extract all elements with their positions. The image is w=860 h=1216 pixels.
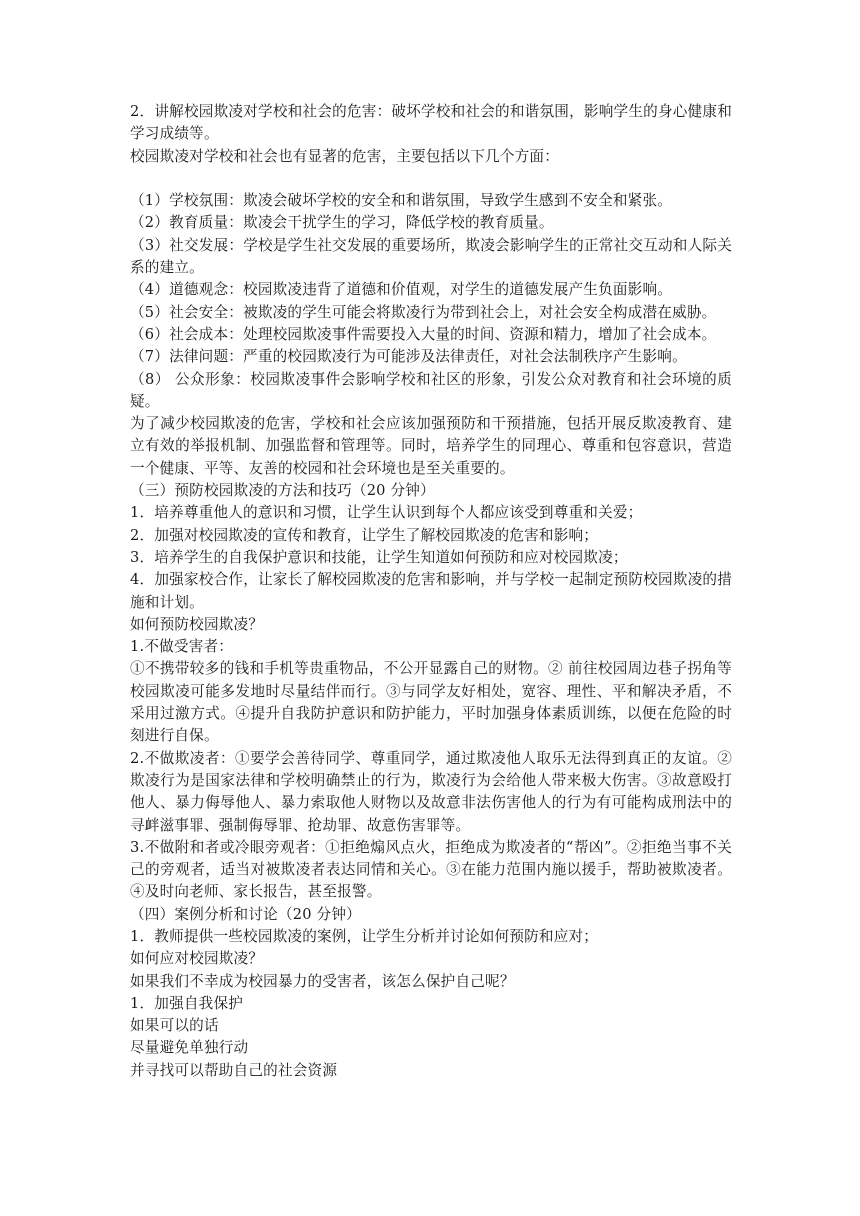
- not-victim-details: ①不携带较多的钱和手机等贵重物品，不公开显露自己的财物。② 前往校园周边巷子拐角等校园欺凌可能多发地时尽量结伴而行。③与同学友好相处，宽容、理性、平和解决矛盾，不采用过激方式。④提升自我防护意识和防护能力，平时加强身体素质训练，以便在危险的时刻进行自保。: [130, 660, 732, 745]
- harm-item-7: （7）法律问题：严重的校园欺凌行为可能涉及法律责任，对社会法制秩序产生影响。: [130, 348, 687, 366]
- harms-conclusion: 为了减少校园欺凌的危害，学校和社会应该加强预防和干预措施，包括开展反欺凌教育、建立有效的举报机制、加强监督和管理等。同时，培养学生的同理心、尊重和包容意识，营造一个健康、平等、友善的校园和社会环境也是至关重要的。: [130, 415, 732, 477]
- method-item-3: 3．培养学生的自我保护意识和技能，让学生知道如何预防和应对校园欺凌；: [130, 548, 628, 566]
- response-question: 如何应对校园欺凌？: [130, 950, 264, 968]
- not-bully-paragraph: 2.不做欺凌者：①要学会善待同学、尊重同学，通过欺凌他人取乐无法得到真正的友谊。②欺凌行为是国家法律和学校明确禁止的行为，欺凌行为会给他人带来极大伤害。③故意殴打他人、暴力侮辱他人、暴力索取他人财物以及故意非法伤害他人的行为有可能构成刑法中的寻衅滋事罪、强制侮辱罪、抢劫罪、故意伤害罪等。: [130, 749, 732, 834]
- harm-item-4: （4）道德观念：校园欺凌违背了道德和价值观，对学生的道德发展产生负面影响。: [130, 281, 673, 299]
- harm-item-6: （6）社会成本：处理校园欺凌事件需要投入大量的时间、资源和精力，增加了社会成本。: [130, 325, 717, 343]
- blank-line: [130, 168, 732, 190]
- section-2-heading: 2．讲解校园欺凌对学校和社会的危害：破坏学校和社会的和谐氛围，影响学生的身心健康和学习成绩等。: [130, 103, 732, 143]
- method-item-4: 4．加强家校合作，让家长了解校园欺凌的危害和影响，并与学校一起制定预防校园欺凌的措施和计划。: [130, 571, 732, 611]
- document-page: [130, 101, 732, 1082]
- self-protection-heading: 1．加强自我保护: [130, 994, 244, 1012]
- not-victim-heading: 1.不做受害者：: [130, 638, 234, 656]
- section-3-heading: （三）预防校园欺凌的方法和技巧（20 分钟）: [130, 482, 435, 500]
- self-protection-line-3: 并寻找可以帮助自己的社会资源: [130, 1061, 338, 1079]
- method-item-1: 1．培养尊重他人的意识和习惯，让学生认识到每个人都应该受到尊重和关爱；: [130, 504, 643, 522]
- victim-question: 如果我们不幸成为校园暴力的受害者，该怎么保护自己呢？: [130, 972, 515, 990]
- self-protection-line-1: 如果可以的话: [130, 1017, 219, 1035]
- self-protection-line-2: 尽量避免单独行动: [130, 1039, 249, 1057]
- harm-item-1: （1）学校氛围：欺凌会破坏学校的安全和和谐氛围，导致学生感到不安全和紧张。: [130, 192, 673, 210]
- harm-item-8: （8） 公众形象：校园欺凌事件会影响学校和社区的形象，引发公众对教育和社会环境的质疑。: [130, 370, 732, 410]
- harm-item-3: （3）社交发展：学校是学生社交发展的重要场所，欺凌会影响学生的正常社交互动和人际关系的建立。: [130, 236, 732, 277]
- method-item-2: 2．加强对校园欺凌的宣传和教育，让学生了解校园欺凌的危害和影响；: [130, 526, 599, 544]
- case-item-1: 1．教师提供一些校园欺凌的案例，让学生分析并讨论如何预防和应对；: [130, 927, 599, 945]
- harm-item-2: （2）教育质量：欺凌会干扰学生的学习，降低学校的教育质量。: [130, 214, 554, 232]
- harm-item-5: （5）社会安全：被欺凌的学生可能会将欺凌行为带到社会上，对社会安全构成潜在威胁。: [130, 303, 717, 321]
- not-bystander-paragraph: 3.不做附和者或冷眼旁观者：①拒绝煽风点火，拒绝成为欺凌者的“帮凶”。②拒绝当事不关己的旁观者，适当对被欺凌者表达同情和关心。③在能力范围内施以援手，帮助被欺凌者。④及时向老师、家长报告，甚至报警。: [130, 838, 732, 901]
- section-4-heading: （四）案例分析和讨论（20 分钟）: [130, 905, 361, 923]
- harms-intro: 校园欺凌对学校和社会也有显著的危害，主要包括以下几个方面：: [130, 147, 560, 165]
- prevention-question: 如何预防校园欺凌？: [130, 615, 264, 633]
